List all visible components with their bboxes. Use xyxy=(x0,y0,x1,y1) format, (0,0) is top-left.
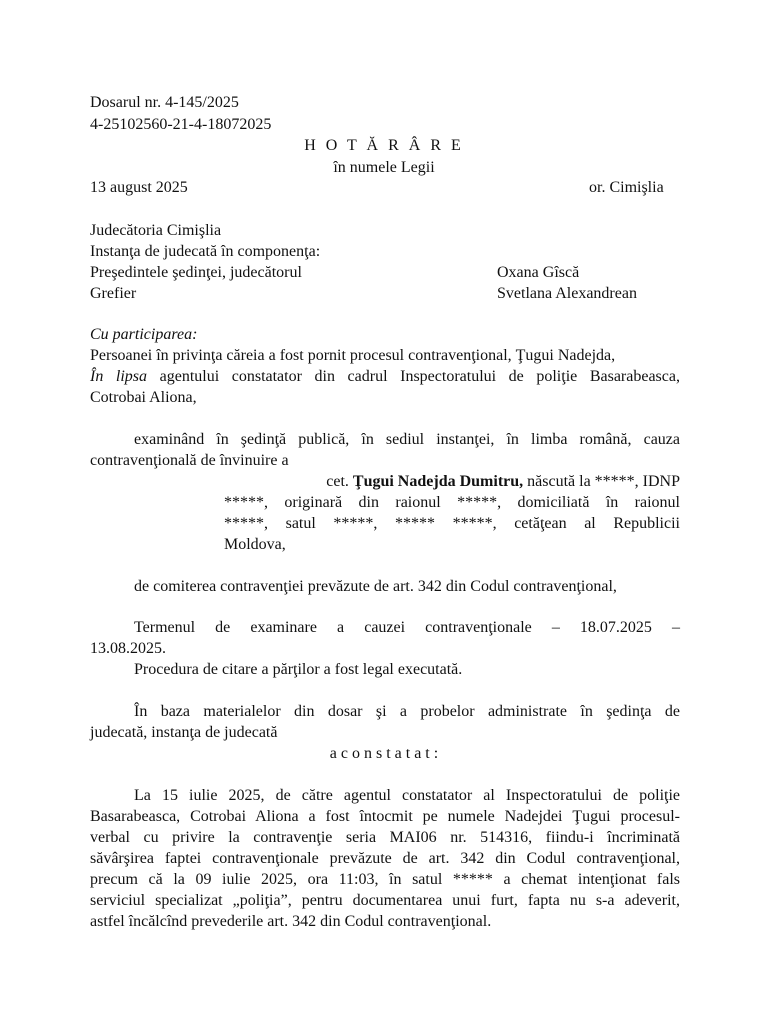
examination-line-1: examinând în şedinţă publică, în sediul instanţei, în limba română, cauza xyxy=(134,431,680,448)
facts-line-7: astfel încălcînd prevederile art. 342 din Codul contravenţional. xyxy=(90,913,492,930)
case-code: 4-25102560-21-4-18072025 xyxy=(90,116,272,133)
document-title: H O T Ă R Â R E xyxy=(304,137,464,154)
facts-line-4: săvârşirea faptei contravenţionale prevăzute de art. 342 din Codul contravenţional, xyxy=(90,850,680,867)
facts-line-3: verbal cu privire la contravenţie seria MAI06 nr. 514316, fiindu-i încriminată xyxy=(90,829,680,846)
facts-line-5: precum că la 09 iulie 2025, ora 11:03, în satul ***** a chemat intenţionat fals xyxy=(90,871,680,888)
found-heading: a c o n s t a t a t : xyxy=(329,745,439,762)
defendant-line-4: Moldova, xyxy=(224,536,286,553)
document-subtitle: în numele Legii xyxy=(333,159,435,176)
defendant-line-1: cet. Ţugui Nadejda Dumitru, născută la *****, IDNP xyxy=(326,473,680,490)
president-label: Preşedintele şedinţei, judecătorul xyxy=(90,264,302,281)
term-line-1: Termenul de examinare a cauzei contravenţionale – 18.07.2025 – xyxy=(134,619,680,636)
basis-line-1: În baza materialelor din dosar şi a probelor administrate în şedinţa de xyxy=(134,703,680,720)
decision-date: 13 august 2025 xyxy=(90,179,188,196)
facts-line-6: serviciul specializat „poliţia”, pentru documentarea unui furt, fapta nu s-a adeverit, xyxy=(90,892,680,909)
facts-line-1: La 15 iulie 2025, de către agentul constatator al Inspectoratului de poliţie xyxy=(134,787,680,804)
defendant-line-3: *****, satul *****, ***** *****, cetăţean al Republicii xyxy=(224,515,680,532)
examination-line-2: contravenţională de învinuire a xyxy=(90,452,289,469)
participation-line-2: În lipsa agentului constatator din cadrul Inspectoratului de poliţie Basarabeasca, xyxy=(90,368,680,385)
clerk-name: Svetlana Alexandrean xyxy=(497,285,637,302)
president-name: Oxana Gîscă xyxy=(497,264,580,281)
participation-line-3: Cotrobai Aliona, xyxy=(90,389,197,406)
case-number: Dosarul nr. 4-145/2025 xyxy=(90,94,239,111)
participation-heading: Cu participarea: xyxy=(90,326,198,343)
court-composition: Instanţa de judecată în componenţa: xyxy=(90,243,321,260)
basis-line-2: judecată, instanţa de judecată xyxy=(90,724,278,741)
decision-city: or. Cimişlia xyxy=(589,179,664,196)
summons-line: Procedura de citare a părţilor a fost legal executată. xyxy=(134,661,463,678)
facts-line-2: Basarabeasca, Cotrobai Aliona a fost întocmit pe numele Nadejdei Ţugui procesul- xyxy=(90,808,680,825)
defendant-line-2: *****, originară din raionul *****, domiciliată în raionul xyxy=(224,494,680,511)
defendant-name: Ţugui Nadejda Dumitru, xyxy=(352,473,524,490)
term-line-2: 13.08.2025. xyxy=(90,640,166,657)
charge-line: de comiterea contravenţiei prevăzute de art. 342 din Codul contravenţional, xyxy=(134,578,617,595)
clerk-label: Grefier xyxy=(90,285,137,302)
participation-line-1: Persoanei în privinţa căreia a fost pornit procesul contravenţional, Ţugui Nadejda, xyxy=(90,347,616,364)
court-name: Judecătoria Cimişlia xyxy=(90,222,222,239)
